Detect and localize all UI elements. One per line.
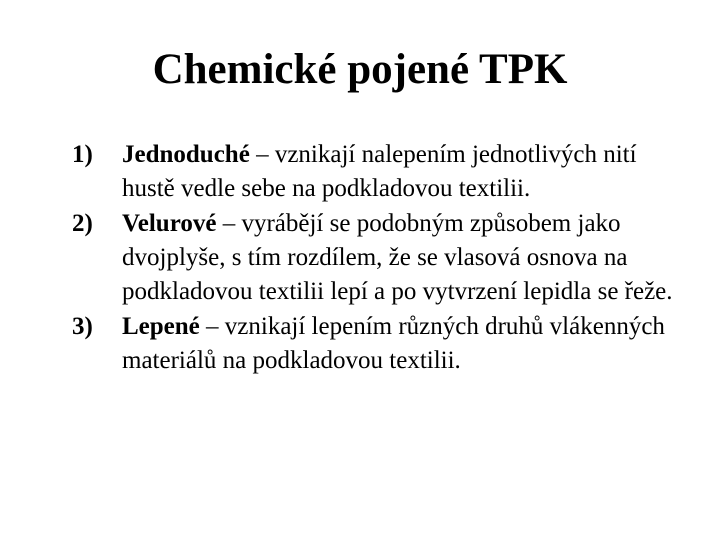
- list-item-term: Lepené: [122, 313, 200, 340]
- list-item: [72, 138, 682, 206]
- list-item-number: 3): [72, 313, 93, 340]
- list-item-description: – vznikají nalepením jednotlivých nití hustě vedle sebe na podkladovou textilii.: [122, 141, 637, 202]
- list-item-number: 1): [72, 141, 93, 168]
- list-item-description: – vyrábějí se podobným způsobem jako dvojplyše, s tím rozdílem, že se vlasová osnova na podkladovou textilii lepí a po vytvrzení lepidla se řeže.: [122, 210, 673, 305]
- list-item: [72, 310, 682, 378]
- list-item-description: – vznikají lepením různých druhů vlákenných materiálů na podkladovou textilii.: [122, 313, 665, 374]
- list-item-term: Jednoduché: [122, 141, 250, 168]
- list-item: [72, 207, 682, 309]
- numbered-list: [72, 138, 682, 379]
- list-item-number: 2): [72, 210, 93, 237]
- list-item-term: Velurové: [122, 210, 217, 237]
- slide-title: Chemické pojené TPK: [152, 46, 568, 93]
